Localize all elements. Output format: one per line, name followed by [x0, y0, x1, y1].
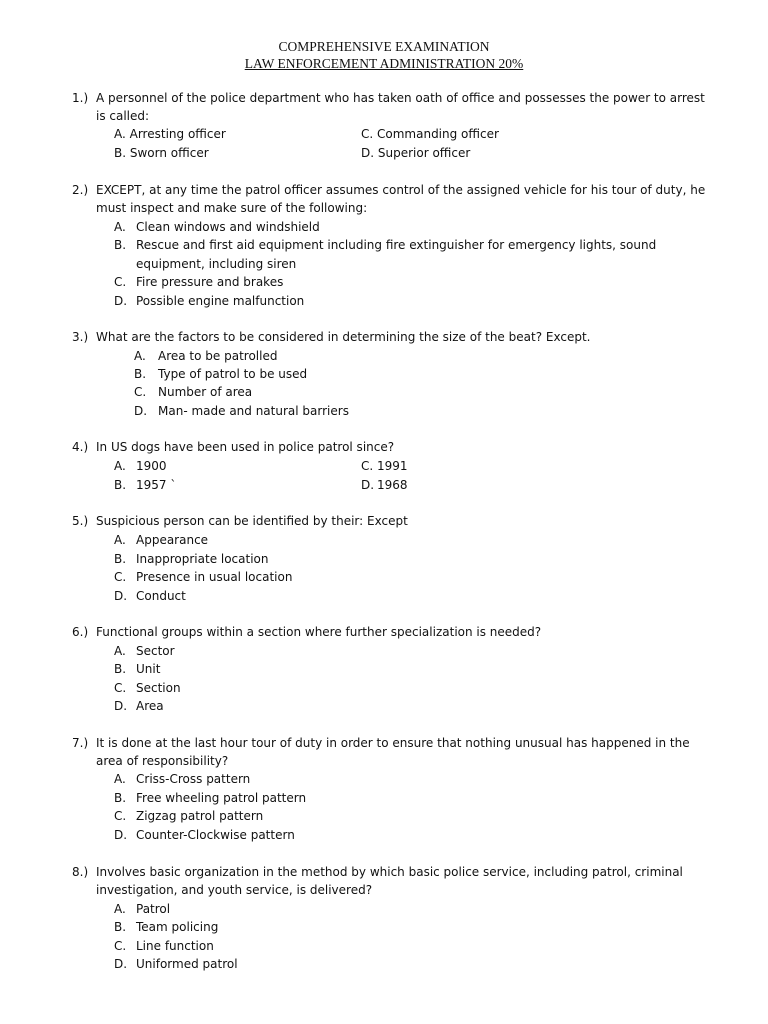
option-letter: A.	[114, 644, 126, 658]
option-letter: B.	[114, 238, 127, 252]
option-c: C. Commanding officer	[361, 127, 499, 141]
option-letter: C.	[361, 459, 374, 473]
question-number: 2.)	[72, 183, 89, 197]
option-text: Criss-Cross pattern	[136, 772, 251, 786]
option-text: Free wheeling patrol pattern	[136, 791, 307, 805]
option-letter: B.	[114, 662, 127, 676]
option-text: 1957 `	[136, 478, 177, 492]
exam-subtitle: LAW ENFORCEMENT ADMINISTRATION 20%	[244, 56, 524, 71]
option-text: Counter-Clockwise pattern	[136, 828, 295, 842]
option-letter: A.	[134, 349, 146, 363]
option-text: Zigzag patrol pattern	[136, 809, 264, 823]
question-number: 3.)	[72, 330, 89, 344]
option-text: 1991	[377, 459, 408, 473]
option-letter: C.	[114, 275, 127, 289]
question-number: 1.)	[72, 91, 89, 105]
option-text: Clean windows and windshield	[136, 220, 320, 234]
question-text: It is done at the last hour tour of duty in order to ensure that nothing unusual has happened in the	[96, 736, 690, 750]
question-text: must inspect and make sure of the following:	[96, 201, 368, 215]
option-text: 1900	[136, 459, 167, 473]
question-number: 7.)	[72, 736, 89, 750]
option-text: Section	[136, 681, 181, 695]
option-text: Number of area	[158, 385, 253, 399]
option-letter: A.	[114, 772, 126, 786]
option-letter: C.	[114, 809, 127, 823]
option-letter: C.	[134, 385, 147, 399]
option-a: A. Arresting officer	[114, 127, 226, 141]
option-text: Unit	[136, 662, 161, 676]
option-letter: A.	[114, 533, 126, 547]
option-letter: B.	[134, 367, 147, 381]
option-text: Rescue and first aid equipment including fire extinguisher for emergency lights, sound	[136, 238, 657, 252]
option-letter: A.	[114, 220, 126, 234]
option-letter: D.	[114, 828, 128, 842]
option-letter: D.	[134, 404, 148, 418]
option-text: Uniformed patrol	[136, 957, 238, 971]
option-text: Sector	[136, 644, 175, 658]
question-text: investigation, and youth service, is delivered?	[96, 883, 373, 897]
question-text: A personnel of the police department who has taken oath of office and possesses the power to arrest	[96, 91, 705, 105]
option-text: Team policing	[136, 920, 219, 934]
question-text: is called:	[96, 109, 150, 123]
exam-title: COMPREHENSIVE EXAMINATION	[278, 39, 490, 54]
option-letter: D.	[361, 478, 375, 492]
option-text: Type of patrol to be used	[158, 367, 308, 381]
option-text: Appearance	[136, 533, 209, 547]
option-text: Line function	[136, 939, 214, 953]
option-letter: C.	[114, 939, 127, 953]
option-text: Inappropriate location	[136, 552, 269, 566]
option-text: Conduct	[136, 589, 186, 603]
question-text: Suspicious person can be identified by their: Except	[96, 514, 408, 528]
option-letter: B.	[114, 920, 127, 934]
option-text: Presence in usual location	[136, 570, 293, 584]
option-letter: B.	[114, 478, 127, 492]
question-text: What are the factors to be considered in determining the size of the beat? Except.	[96, 330, 591, 344]
question-number: 6.)	[72, 625, 89, 639]
question-text: EXCEPT, at any time the patrol officer assumes control of the assigned vehicle for his tour of duty, he	[96, 183, 706, 197]
option-b: B. Sworn officer	[114, 146, 209, 160]
option-text: Area to be patrolled	[158, 349, 278, 363]
question-number: 5.)	[72, 514, 89, 528]
option-letter: D.	[114, 589, 128, 603]
option-d: D. Superior officer	[361, 146, 471, 160]
option-letter: B.	[114, 552, 127, 566]
question-number: 4.)	[72, 440, 89, 454]
question-text: area of responsibility?	[96, 754, 229, 768]
question-number: 8.)	[72, 865, 89, 879]
option-text: 1968	[377, 478, 408, 492]
question-text: Involves basic organization in the method by which basic police service, including patrol, criminal	[96, 865, 683, 879]
option-text: Man- made and natural barriers	[158, 404, 349, 418]
option-text: Area	[136, 699, 164, 713]
option-text: Fire pressure and brakes	[136, 275, 284, 289]
option-letter: D.	[114, 294, 128, 308]
option-letter: C.	[114, 681, 127, 695]
question-text: In US dogs have been used in police patrol since?	[96, 440, 395, 454]
option-text: equipment, including siren	[136, 257, 297, 271]
option-letter: A.	[114, 459, 126, 473]
option-letter: A.	[114, 902, 126, 916]
question-text: Functional groups within a section where further specialization is needed?	[96, 625, 542, 639]
option-letter: D.	[114, 699, 128, 713]
option-letter: D.	[114, 957, 128, 971]
option-text: Patrol	[136, 902, 171, 916]
option-letter: C.	[114, 570, 127, 584]
option-text: Possible engine malfunction	[136, 294, 305, 308]
option-letter: B.	[114, 791, 127, 805]
